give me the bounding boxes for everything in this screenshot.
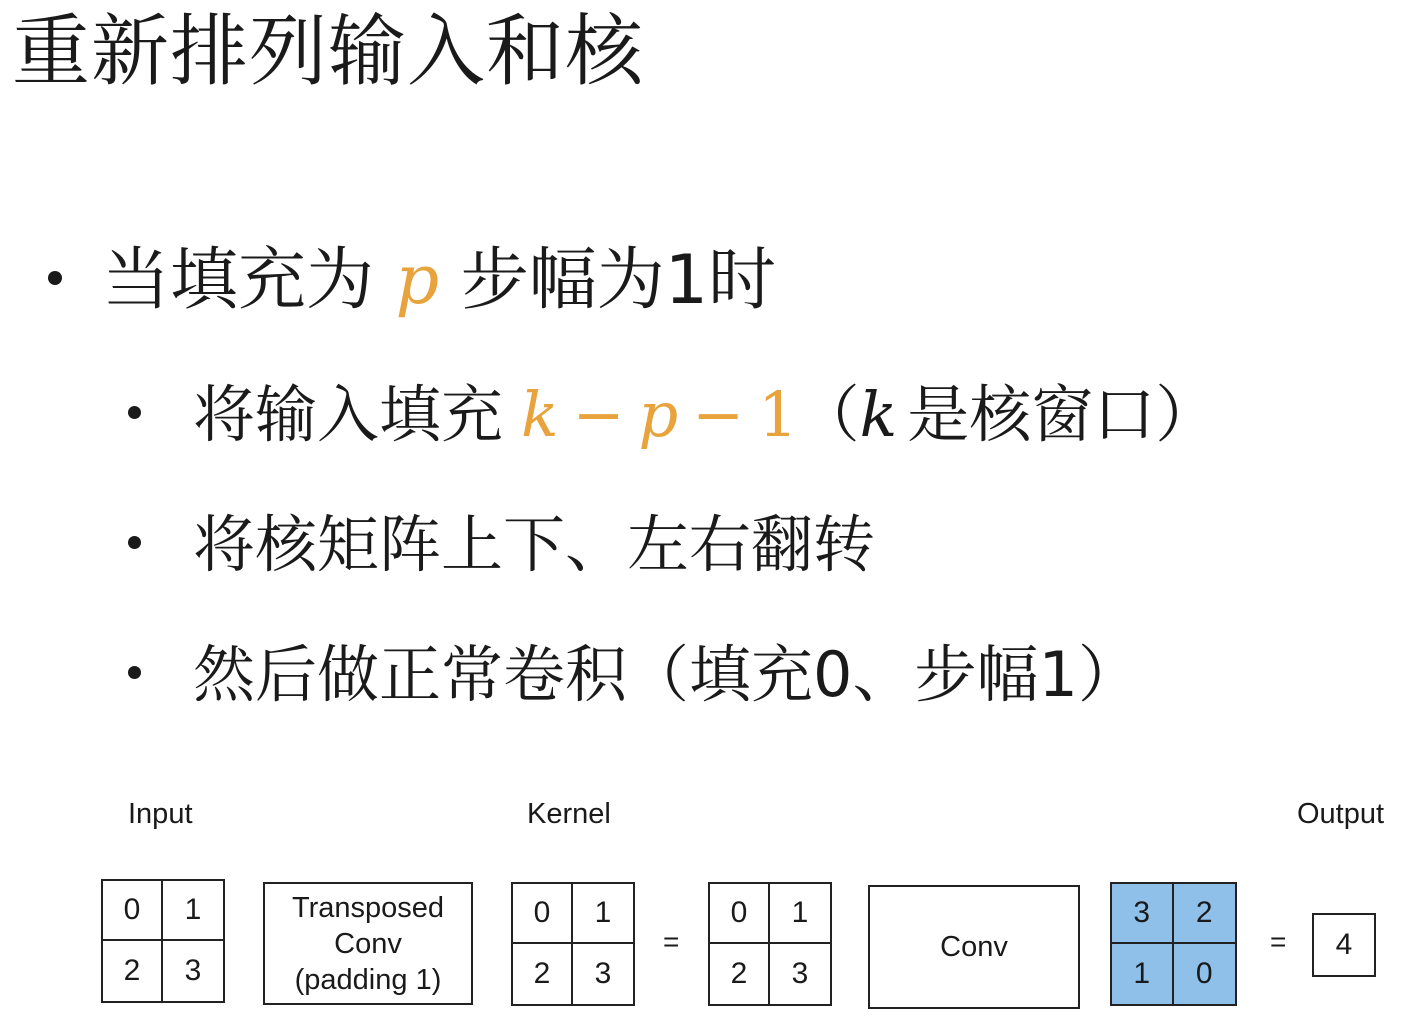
bullet-normal-conv — [128, 632, 1140, 718]
input-cell: 0 — [103, 881, 163, 941]
bullet-text: 将核矩阵上下、左右翻转 — [193, 508, 876, 581]
conv-line: Conv — [334, 927, 402, 960]
input-cell: 3 — [184, 954, 202, 987]
bullet-pad-input — [128, 372, 1217, 458]
bullet-dot — [128, 536, 141, 549]
bullet-text-prefix: 将输入填充 — [193, 378, 504, 451]
padded-cell: 3 — [791, 957, 809, 990]
kernel-cell: 0 — [513, 884, 573, 944]
flipped-cell: 2 — [1174, 884, 1236, 944]
conv-box: Conv — [868, 885, 1080, 1009]
bullet-text-suffix: 步幅为1时 — [460, 241, 777, 320]
math-var-p: p — [395, 241, 440, 320]
equals-sign: = — [663, 926, 680, 957]
transposed-line: Transposed — [291, 891, 445, 924]
flipped-kernel-grid — [1110, 882, 1237, 1006]
padding-line: (padding 1) — [294, 963, 442, 996]
flipped-cell: 0 — [1195, 957, 1213, 990]
kernel-cell: 1 — [573, 884, 633, 944]
transposed-conv-box — [263, 882, 473, 1005]
label-output: Output — [1297, 798, 1385, 830]
bullet-text: 然后做正常卷积（填充0、步幅1） — [193, 638, 1140, 711]
page-title: 重新排列输入和核 — [12, 7, 645, 97]
padded-input-grid — [708, 882, 832, 1006]
bullet-text-prefix: 当填充为 — [102, 241, 375, 320]
output-cell: 4 — [1312, 913, 1376, 977]
bullet-dot — [128, 406, 141, 419]
input-cell: 1 — [163, 881, 223, 941]
bullet-flip-kernel — [128, 502, 875, 588]
flipped-cell: 3 — [1112, 884, 1174, 944]
label-kernel: Kernel — [527, 798, 611, 830]
padded-cell: 1 — [770, 884, 830, 944]
input-cell: 2 — [103, 941, 163, 1001]
math-one: 1 — [758, 378, 798, 451]
padded-cell: 0 — [710, 884, 770, 944]
flipped-cell: 1 — [1112, 944, 1174, 1004]
math-minus: − — [572, 378, 625, 451]
input-grid — [101, 879, 225, 1003]
equals-sign: = — [1270, 926, 1287, 957]
math-minus: − — [692, 378, 745, 451]
bullet-dot — [128, 666, 141, 679]
kernel-grid — [511, 882, 635, 1006]
kernel-cell: 3 — [594, 957, 612, 990]
bullet-dot — [48, 271, 62, 285]
paren-close: ） — [1155, 378, 1218, 451]
label-input: Input — [128, 798, 193, 830]
math-var-k: k — [521, 378, 559, 451]
bullet-padding-stride — [48, 236, 776, 326]
math-var-k-paren: k — [859, 378, 898, 451]
kernel-cell: 2 — [513, 944, 573, 1004]
paren-text: 是核窗口 — [907, 378, 1156, 451]
math-var-p: p — [638, 378, 679, 451]
padded-cell: 2 — [710, 944, 770, 1004]
paren-open: （ — [797, 378, 860, 451]
